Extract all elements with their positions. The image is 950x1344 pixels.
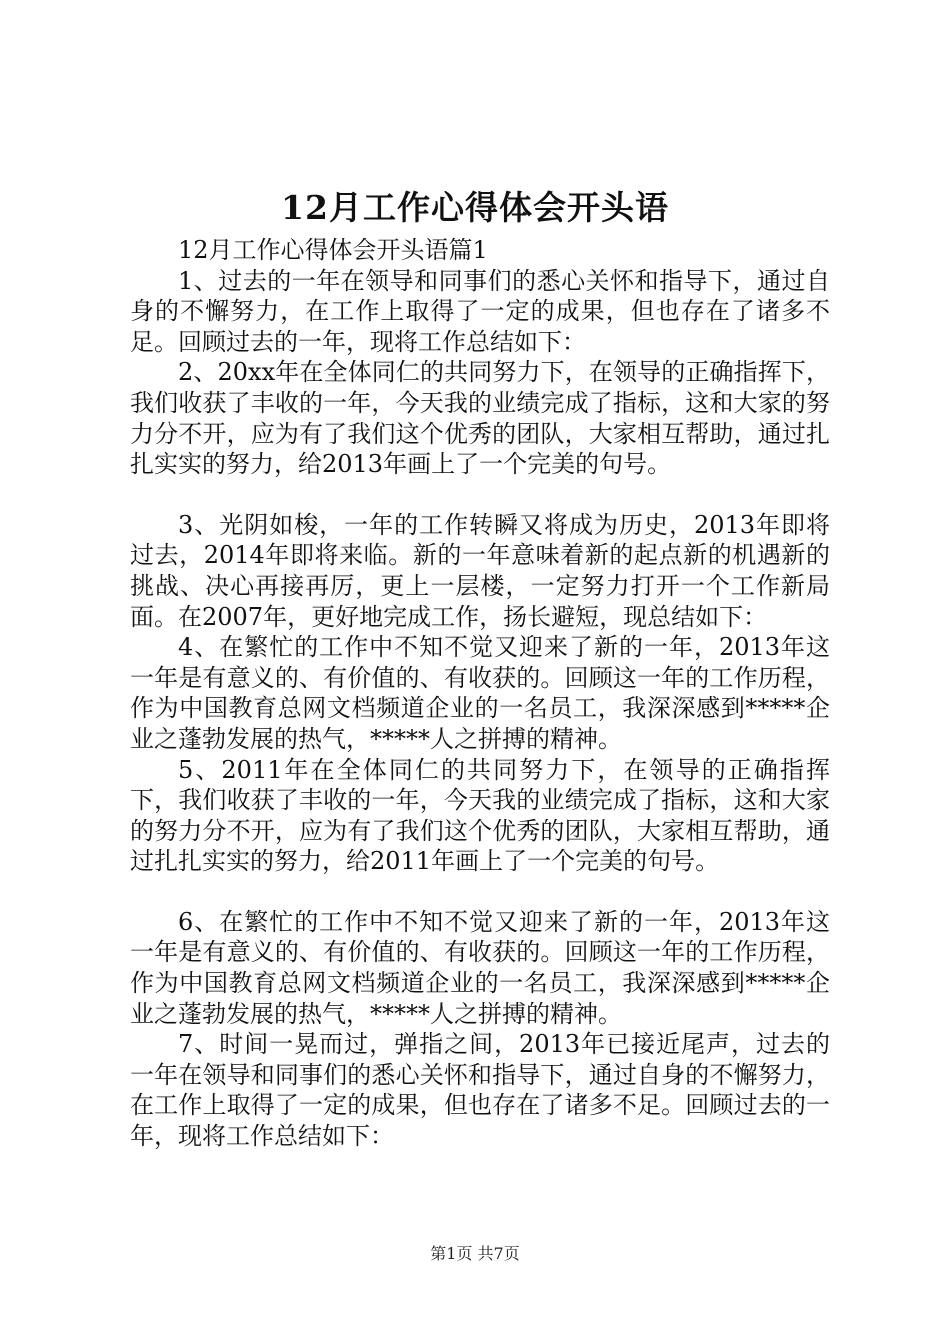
paragraph-3: 3、光阴如梭，一年的工作转瞬又将成为历史，2013年即将过去，2014年即将来临。新的一年意味着新的起点新的机遇新的挑战、决心再接再厉，更上一层楼，一定努力打开一个工作新局面。在2007年，更好地完成工作，扬长避短，现总结如下：: [130, 510, 830, 631]
document-subtitle: 12月工作心得体会开头语篇1: [178, 236, 488, 264]
paragraph-5: 5、2011年在全体同仁的共同努力下，在领导的正确指挥下，我们收获了丰收的一年，今天我的业绩完成了指标，这和大家的努力分不开，应为有了我们这个优秀的团队，大家相互帮助，通过扎扎实实的努力，给2011年画上了一个完美的句号。: [130, 755, 830, 876]
document-title: 12月工作心得体会开头语: [281, 188, 669, 227]
paragraph-7: 7、时间一晃而过，弹指之间，2013年已接近尾声，过去的一年在领导和同事们的悉心关怀和指导下，通过自身的不懈努力，在工作上取得了一定的成果，但也存在了诸多不足。回顾过去的一年，现将工作总结如下：: [130, 1030, 830, 1151]
document-body: [130, 235, 830, 1152]
paragraph-6: 6、在繁忙的工作中不知不觉又迎来了新的一年，2013年这一年是有意义的、有价值的、有收获的。回顾这一年的工作历程，作为中国教育总网文档频道企业的一名员工，我深深感到*****企业之蓬勃发展的热气，*****人之拼搏的精神。: [130, 907, 830, 1028]
paragraph-1: 1、过去的一年在领导和同事们的悉心关怀和指导下，通过自身的不懈努力，在工作上取得了一定的成果，但也存在了诸多不足。回顾过去的一年，现将工作总结如下：: [130, 266, 830, 356]
paragraph-2: 2、20xx年在全体同仁的共同努力下，在领导的正确指挥下，我们收获了丰收的一年，今天我的业绩完成了指标，这和大家的努力分不开，应为有了我们这个优秀的团队，大家相互帮助，通过扎扎实实的努力，给2013年画上了一个完美的句号。: [130, 358, 830, 479]
page-number-footer: 第1页 共7页: [430, 1244, 520, 1263]
paragraph-4: 4、在繁忙的工作中不知不觉又迎来了新的一年，2013年这一年是有意义的、有价值的、有收获的。回顾这一年的工作历程，作为中国教育总网文档频道企业的一名员工，我深深感到*****企业之蓬勃发展的热气，*****人之拼搏的精神。: [130, 633, 830, 753]
